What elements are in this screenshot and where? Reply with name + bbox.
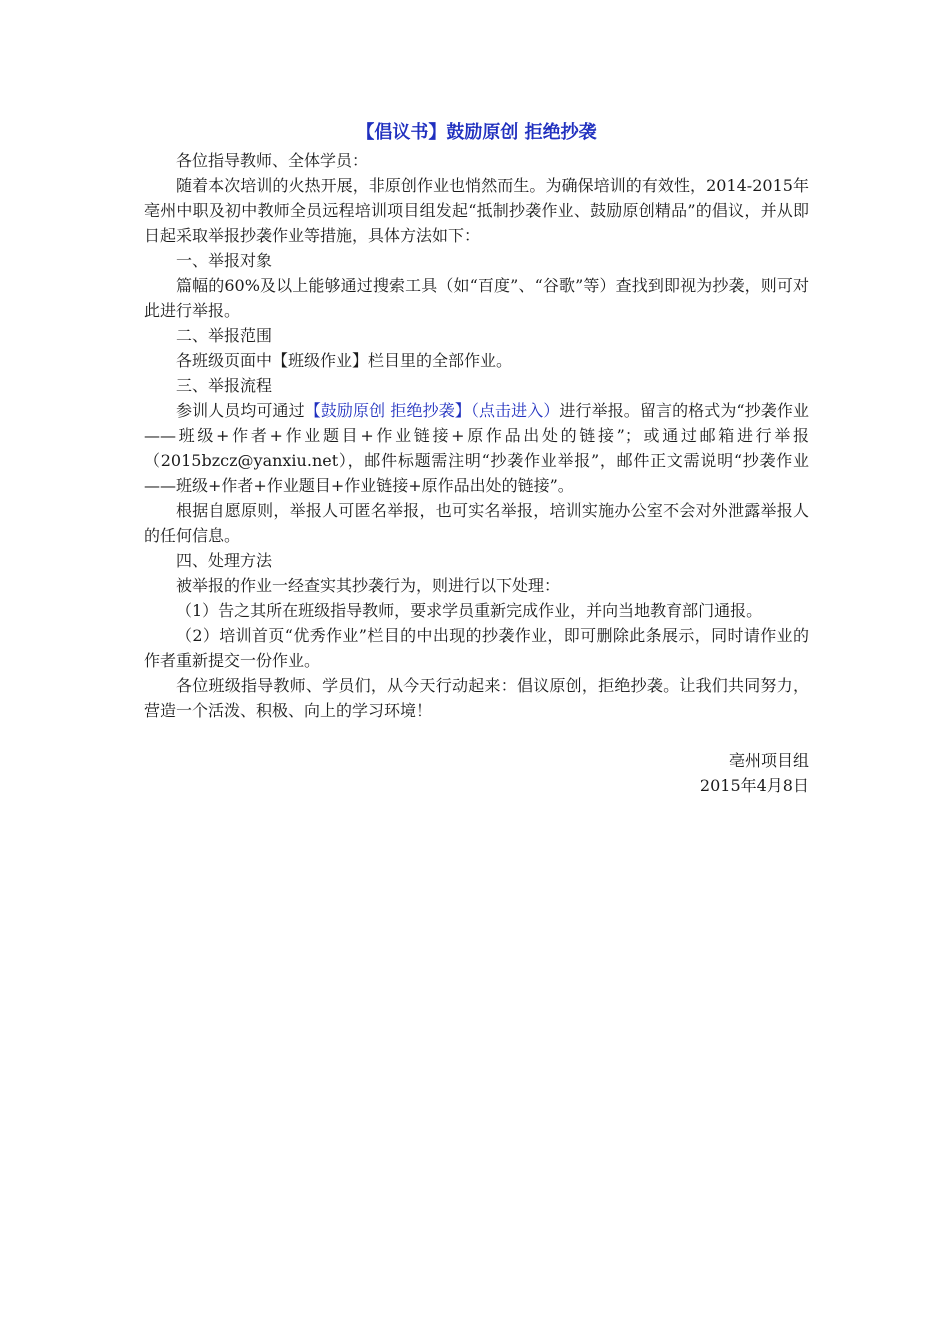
report-link[interactable]: 【鼓励原创 拒绝抄袭】: [304, 401, 471, 420]
section3-body: [144, 398, 809, 498]
section3-prefix: 参训人员均可通过: [176, 401, 305, 420]
section4-item-1: （1）告之其所在班级指导教师，要求学员重新完成作业，并向当地教育部门通报。: [176, 601, 763, 620]
section4-item-2: （2）培训首页“优秀作业”栏目的中出现的抄袭作业，即可删除此条展示，同时请作业的作者重新提交一份作业。: [144, 626, 809, 670]
intro-paragraph: 随着本次培训的火热开展，非原创作业也悄然而生。为确保培训的有效性，2014-2015年亳州中职及初中教师全员远程培训项目组发起“抵制抄袭作业、鼓励原创精品”的倡议，并从即日起采取举报抄袭作业等措施，具体方法如下：: [144, 176, 809, 245]
section1-body: 篇幅的60%及以上能够通过搜索工具（如“百度”、“谷歌”等）查找到即视为抄袭，则可对此进行举报。: [144, 276, 809, 320]
salutation: 各位指导教师、全体学员：: [176, 151, 369, 170]
date: 2015年4月8日: [699, 776, 809, 795]
section3-heading: 三、举报流程: [176, 376, 273, 395]
document-page: [144, 120, 809, 798]
signature: 亳州项目组: [728, 751, 809, 770]
document-title: 【倡议书】鼓励原创 拒绝抄袭: [356, 122, 597, 143]
spacer: [144, 723, 809, 748]
closing-paragraph: 各位班级指导教师、学员们，从今天行动起来：倡议原创，拒绝抄袭。让我们共同努力，营造一个活泼、积极、向上的学习环境！: [144, 676, 809, 720]
section3-suffix: 进行举报。留言的格式为“抄袭作业——班级+作者+作业题目+作业链接+原作品出处的链接”；或通过邮箱进行举报（2015bzcz@yanxiu.net），邮件标题需注明“抄袭作业举报”，邮件正文需说明“抄袭作业——班级+作者+作业题目+作业链接+原作品出处的链接”。: [144, 401, 809, 495]
section2-body: 各班级页面中【班级作业】栏目里的全部作业。: [176, 351, 513, 370]
section1-heading: 一、举报对象: [176, 251, 273, 270]
section2-heading: 二、举报范围: [176, 326, 273, 345]
section3-note: 根据自愿原则，举报人可匿名举报，也可实名举报，培训实施办公室不会对外泄露举报人的任何信息。: [144, 501, 809, 545]
section4-heading: 四、处理方法: [176, 551, 273, 570]
section4-intro: 被举报的作业一经查实其抄袭行为，则进行以下处理：: [176, 576, 561, 595]
click-enter-link[interactable]: （点击进入）: [470, 401, 560, 420]
